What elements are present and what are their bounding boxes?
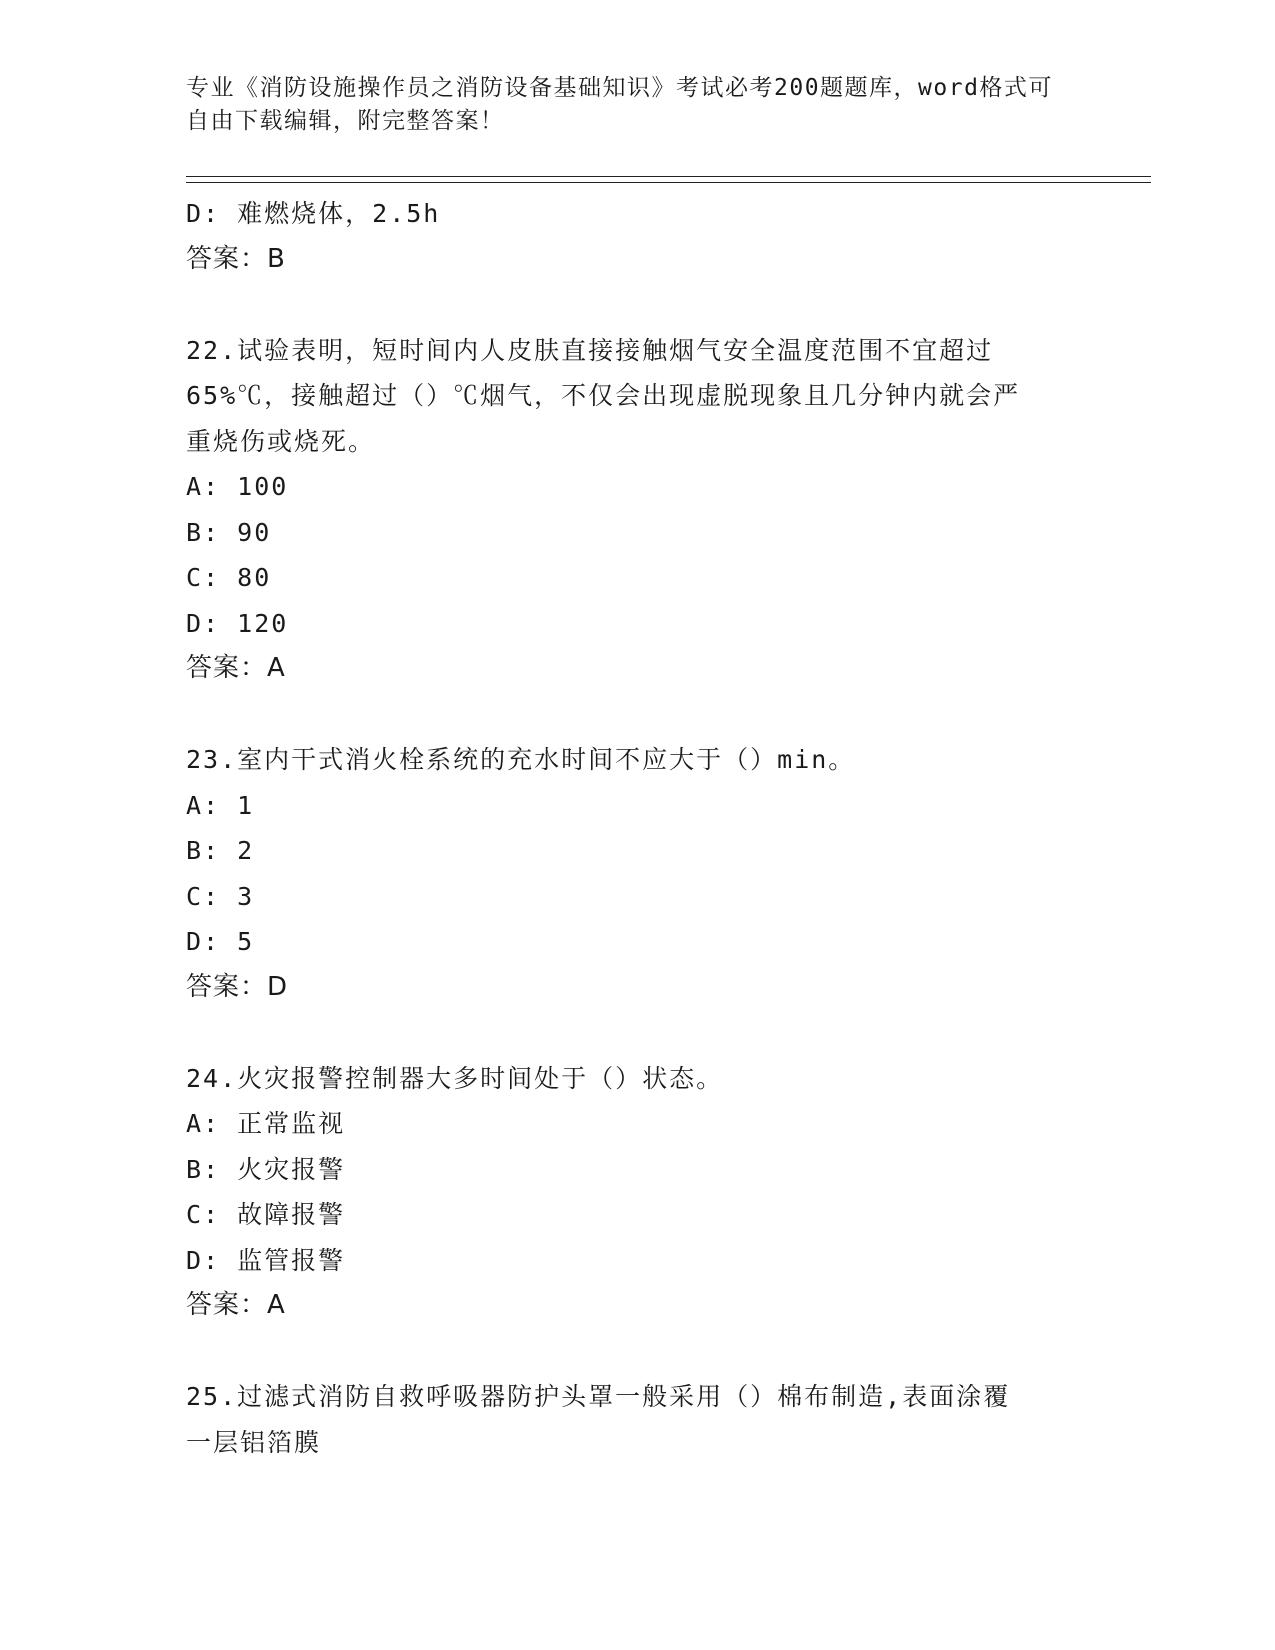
question-24-answer: 答案：A [186, 1290, 286, 1320]
header-divider-bottom [186, 182, 1151, 183]
spacer [186, 282, 1066, 328]
question-22-option-b: B: 90 [186, 517, 272, 547]
document-header [186, 72, 1066, 138]
question-25 [186, 1374, 1066, 1465]
question-22-option-a: A: 100 [186, 472, 289, 501]
question-23-option-a: A: 1 [186, 790, 255, 820]
header-divider-top [186, 176, 1151, 177]
question-22 [186, 328, 1066, 692]
document-body [186, 191, 1066, 1465]
question-24-option-c: C: 故障报警 [186, 1200, 346, 1229]
spacer [186, 692, 1066, 738]
question-23-text-line-1: 23.室内干式消火栓系统的充水时间不应大于（）min。 [186, 745, 856, 774]
question-23-option-c: C: 3 [186, 881, 255, 911]
question-22-text-line-2: 65%℃，接触超过（）℃烟气，不仅会出现虚脱现象且几分钟内就会严 [186, 381, 1021, 410]
question-22-text-line-3: 重烧伤或烧死。 [186, 426, 376, 456]
question-22-option-d: D: 120 [186, 608, 289, 638]
header-line-2: 自由下载编辑，附完整答案！ [186, 108, 505, 134]
question-24-text-line-1: 24.火灾报警控制器大多时间处于（）状态。 [186, 1063, 724, 1093]
question-24 [186, 1056, 1066, 1329]
question-22-answer: 答案：A [186, 653, 286, 683]
question-25-text-line-2: 一层铝箔膜 [186, 1427, 322, 1457]
question-24-option-a: A: 正常监视 [186, 1109, 346, 1138]
question-23 [186, 737, 1066, 1010]
header-line-1: 专业《消防设施操作员之消防设备基础知识》考试必考200题题库，word格式可 [186, 75, 1053, 101]
question-25-text-line-1: 25.过滤式消防自救呼吸器防护头罩一般采用（）棉布制造,表面涂覆 [186, 1382, 1011, 1411]
question-23-option-b: B: 2 [186, 836, 255, 865]
question-22-option-c: C: 80 [186, 563, 272, 592]
question-24-option-b: B: 火灾报警 [186, 1154, 346, 1184]
question-23-answer: 答案：D [186, 971, 289, 1002]
previous-option-d: D: 难燃烧体，2.5h [186, 199, 441, 228]
question-23-option-d: D: 5 [186, 927, 255, 956]
question-22-text-line-1: 22.试验表明，短时间内人皮肤直接接触烟气安全温度范围不宜超过 [186, 335, 994, 365]
spacer [186, 1329, 1066, 1375]
question-24-option-d: D: 监管报警 [186, 1245, 346, 1275]
previous-answer: 答案：B [186, 243, 286, 274]
spacer [186, 1010, 1066, 1056]
